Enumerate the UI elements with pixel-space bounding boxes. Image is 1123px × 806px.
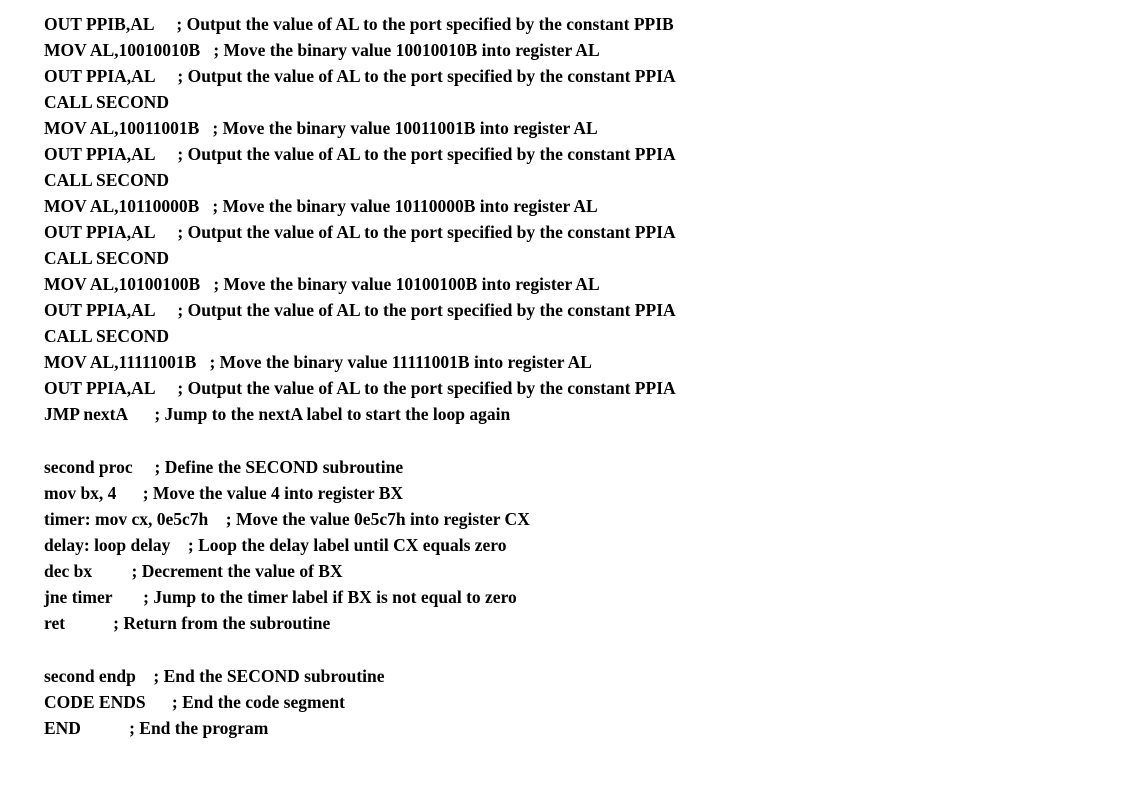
instruction: delay: loop delay xyxy=(44,535,171,555)
comment: ; Jump to the nextA label to start the loop again xyxy=(154,404,511,424)
code-line xyxy=(44,715,1104,741)
main-loop-block xyxy=(44,11,1104,427)
blank-line xyxy=(44,427,1104,454)
comment: ; Move the binary value 11111001B into register AL xyxy=(209,352,592,372)
comment: ; Move the binary value 10011001B into register AL xyxy=(212,118,598,138)
instruction: CODE ENDS xyxy=(44,692,146,712)
spacing xyxy=(92,558,131,584)
code-line xyxy=(44,663,1104,689)
code-line xyxy=(44,323,1104,349)
code-line xyxy=(44,245,1104,271)
comment: ; Return from the subroutine xyxy=(113,613,331,633)
comment: ; Output the value of AL to the port specified by the constant PPIA xyxy=(177,144,676,164)
comment: ; Jump to the timer label if BX is not equal to zero xyxy=(143,587,517,607)
spacing xyxy=(156,297,178,323)
spacing xyxy=(199,193,212,219)
code-line xyxy=(44,11,1104,37)
instruction: jne timer xyxy=(44,587,113,607)
instruction: CALL SECOND xyxy=(44,170,169,190)
instruction: mov bx, 4 xyxy=(44,483,117,503)
code-line xyxy=(44,610,1104,636)
instruction: MOV AL,10010010B xyxy=(44,40,201,60)
spacing xyxy=(156,141,178,167)
instruction: END xyxy=(44,718,81,738)
code-line xyxy=(44,115,1104,141)
comment: ; End the SECOND subroutine xyxy=(153,666,385,686)
code-listing xyxy=(44,11,1104,741)
instruction: OUT PPIA,AL xyxy=(44,144,156,164)
comment: ; Output the value of AL to the port specified by the constant PPIA xyxy=(177,378,676,398)
code-line xyxy=(44,167,1104,193)
instruction: MOV AL,10110000B xyxy=(44,196,200,216)
code-line xyxy=(44,480,1104,506)
comment: ; Loop the delay label until CX equals zero xyxy=(187,535,507,555)
code-line xyxy=(44,506,1104,532)
spacing xyxy=(156,375,178,401)
code-line xyxy=(44,401,1104,427)
blank-line xyxy=(44,636,1104,663)
code-line xyxy=(44,271,1104,297)
comment: ; Move the binary value 10010010B into register AL xyxy=(213,40,600,60)
comment: ; End the code segment xyxy=(171,692,345,712)
code-line xyxy=(44,297,1104,323)
spacing xyxy=(156,63,178,89)
code-line xyxy=(44,584,1104,610)
instruction: JMP nextA xyxy=(44,404,129,424)
program-end-block xyxy=(44,663,1104,741)
spacing xyxy=(136,663,154,689)
spacing xyxy=(200,271,213,297)
instruction: CALL SECOND xyxy=(44,248,169,268)
instruction: second proc xyxy=(44,457,133,477)
instruction: second endp xyxy=(44,666,136,686)
comment: ; Move the binary value 10110000B into register AL xyxy=(212,196,598,216)
instruction: timer: mov cx, 0e5c7h xyxy=(44,509,209,529)
code-line xyxy=(44,141,1104,167)
instruction: MOV AL,10100100B xyxy=(44,274,201,294)
spacing xyxy=(156,219,178,245)
comment: ; Move the value 4 into register BX xyxy=(142,483,404,503)
spacing xyxy=(170,532,188,558)
spacing xyxy=(208,506,226,532)
comment: ; Decrement the value of BX xyxy=(131,561,343,581)
instruction: dec bx xyxy=(44,561,93,581)
code-line xyxy=(44,375,1104,401)
comment: ; Define the SECOND subroutine xyxy=(154,457,404,477)
spacing xyxy=(146,689,172,715)
comment: ; Move the value 0e5c7h into register CX xyxy=(225,509,530,529)
spacing xyxy=(113,584,144,610)
instruction: OUT PPIA,AL xyxy=(44,300,156,320)
instruction: MOV AL,10011001B xyxy=(44,118,200,138)
spacing xyxy=(81,715,129,741)
instruction: MOV AL,11111001B xyxy=(44,352,197,372)
instruction: OUT PPIA,AL xyxy=(44,66,156,86)
code-line xyxy=(44,689,1104,715)
comment: ; End the program xyxy=(129,718,269,738)
spacing xyxy=(200,37,213,63)
code-line xyxy=(44,558,1104,584)
comment: ; Output the value of AL to the port specified by the constant PPIB xyxy=(176,14,674,34)
code-line xyxy=(44,193,1104,219)
comment: ; Output the value of AL to the port specified by the constant PPIA xyxy=(177,222,676,242)
comment: ; Output the value of AL to the port specified by the constant PPIA xyxy=(177,300,676,320)
instruction: CALL SECOND xyxy=(44,326,169,346)
spacing xyxy=(128,401,154,427)
code-line xyxy=(44,89,1104,115)
spacing xyxy=(65,610,113,636)
spacing xyxy=(133,454,155,480)
spacing xyxy=(199,115,212,141)
spacing xyxy=(196,349,209,375)
code-line xyxy=(44,532,1104,558)
code-line xyxy=(44,37,1104,63)
comment: ; Move the binary value 10100100B into register AL xyxy=(213,274,600,294)
second-proc-block xyxy=(44,454,1104,636)
instruction: OUT PPIA,AL xyxy=(44,222,156,242)
instruction: CALL SECOND xyxy=(44,92,169,112)
instruction: OUT PPIB,AL xyxy=(44,14,155,34)
code-line xyxy=(44,349,1104,375)
spacing xyxy=(155,11,177,37)
spacing xyxy=(116,480,142,506)
code-line xyxy=(44,454,1104,480)
comment: ; Output the value of AL to the port specified by the constant PPIA xyxy=(177,66,676,86)
instruction: OUT PPIA,AL xyxy=(44,378,156,398)
code-line xyxy=(44,63,1104,89)
code-line xyxy=(44,219,1104,245)
instruction: ret xyxy=(44,613,66,633)
